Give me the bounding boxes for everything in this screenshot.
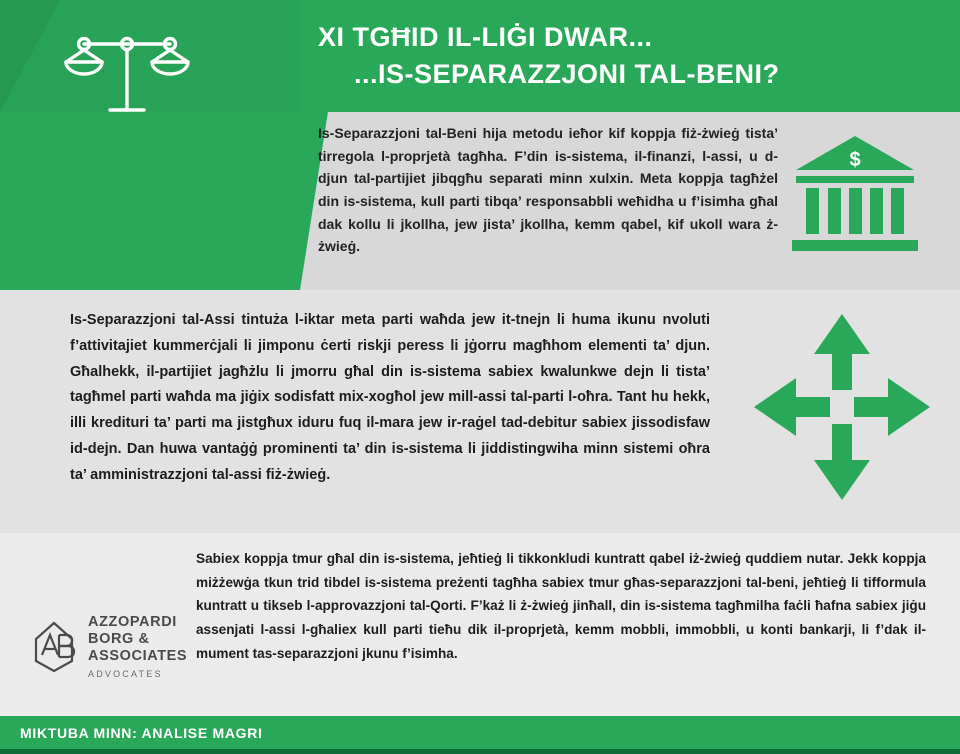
firm-logo-line-1: AZZOPARDI	[88, 614, 177, 631]
footer-credit: MIKTUBA MINN: ANALISE MAGRI	[20, 725, 263, 741]
firm-logo-line-4: ADVOCATES	[88, 669, 163, 680]
abc-monogram-icon	[28, 619, 80, 675]
header-corner-wedge	[0, 0, 60, 112]
footer-accent-bar	[0, 749, 960, 754]
section-1-paragraph: Is-Separazzjoni tal-Beni hija metodu ieħor kif koppja fiż-żwieġ tista’ tirregola l-proprjetà tagħha. F’din is-sistema, il-finanzi, l-assi, u d-djun tal-partijiet jibqgħu separati minn xulxin. Meta koppja tagħżel din is-sistema, kull parti tibqa’ responsabbli weħidha u f’isimha għal dak kollu li jkollha, jew jista’ jkollha, kemm qabel, kif ukoll wara ż-żwieġ.	[318, 125, 778, 255]
bank-building-dollar-icon	[790, 132, 920, 257]
section-separazzjoni-tal-beni	[0, 112, 960, 290]
firm-logo-text	[88, 614, 187, 680]
section-separazzjoni-tal-assi	[0, 290, 960, 533]
scales-of-justice-icon	[62, 18, 192, 112]
four-way-arrows-icon	[752, 312, 932, 502]
firm-logo	[28, 607, 193, 687]
firm-logo-line-2: BORG &	[88, 631, 150, 648]
header-title	[318, 22, 938, 90]
section-1-green-panel	[0, 112, 300, 290]
section-2-paragraph: Is-Separazzjoni tal-Assi tintuża l-iktar meta parti waħda jew it-tnejn li huma ikunu nvoluti f’attivitajiet kummerċjali li jimponu ċerti riskji peress li jġorru magħhom elementi ta’ djun. Għalhekk, il-partijiet jagħżlu li jmorru għal din is-sistema sabiex kwalunkwe dejn li tista’ tagħmel parti waħda ma jiġix sodisfatt mix-xogħol jew mill-assi tal-parti l-oħra. Tant hu hekk, illi kredituri ta’ parti ma jistgħux iduru fuq il-mara jew ir-raġel tad-debitur sabiex jissodisfaw id-dejn. Dan huwa vantaġġ prominenti ta’ din is-sistema li jiddistingwiha minn sistemi oħra ta’ amministrazzjoni tal-assi fiż-żwieġ.	[70, 312, 710, 483]
header-title-line-1: XI TGĦID IL-LIĠI DWAR...	[318, 22, 653, 52]
svg-text:$: $	[849, 149, 861, 171]
header-band	[0, 0, 960, 112]
firm-logo-line-3: ASSOCIATES	[88, 648, 188, 665]
section-3-paragraph: Sabiex koppja tmur għal din is-sistema, jeħtieġ li tikkonkludi kuntratt qabel iż-żwieġ quddiem nutar. Jekk koppja miżżewġa tkun trid tibdel is-sistema preżenti tagħha sabiex tmur għas-separazzjoni tal-beni, jeħtieġ li tifformula kuntratt u tikseb l-approvazzjoni tal-Qorti. F’każ li ż-żwieġ jinħall, din is-sistema tagħmilha faċli ħafna sabiex jiġu assenjati l-assi l-għaliex kull parti tieħu dik il-proprjetà, kemm mobbli, immobbli, u konti bankarji, li f’dak il-mument tas-separazzjoni jkunu f’isimha.	[196, 551, 926, 661]
header-title-line-2: ...IS-SEPARAZZJONI TAL-BENI?	[354, 59, 780, 90]
section-kuntratt-quddiem-nutar	[0, 533, 960, 716]
footer-band	[0, 716, 960, 754]
